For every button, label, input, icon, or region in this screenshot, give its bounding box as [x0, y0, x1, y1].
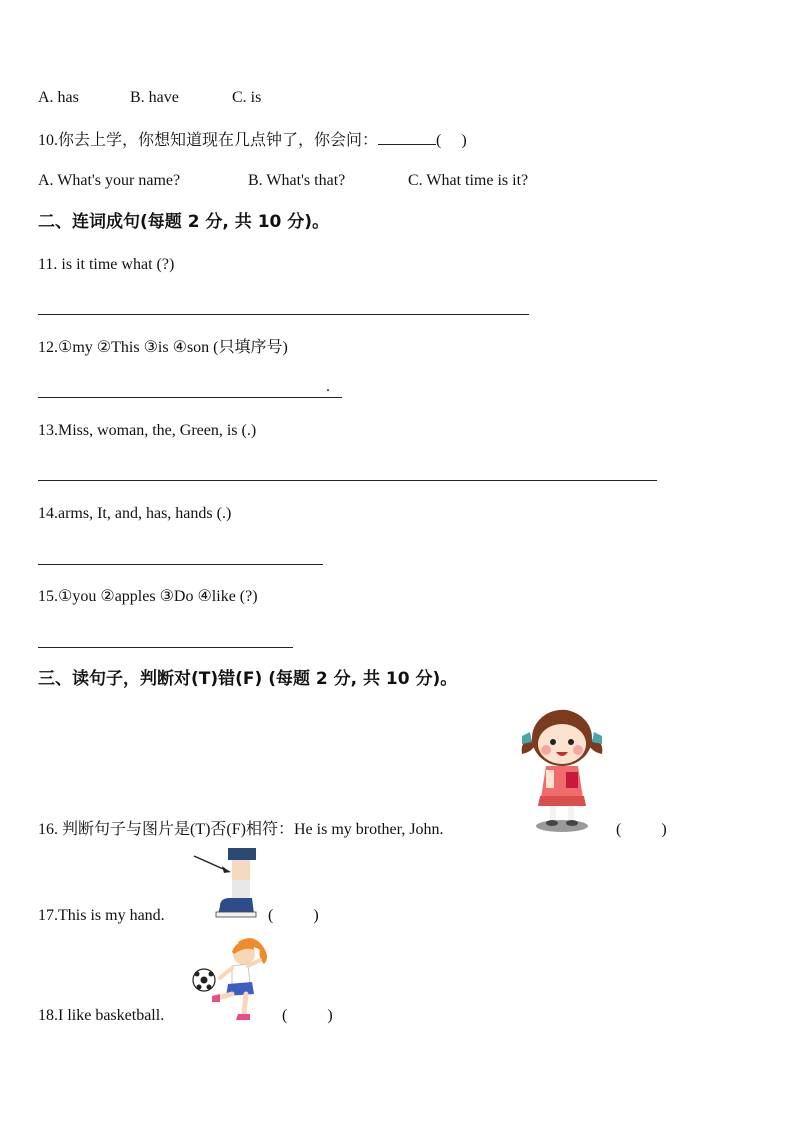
leg-with-shoe-picture	[190, 846, 264, 922]
q10-question	[38, 130, 467, 151]
q18-text: 18.I like basketball.	[38, 1007, 165, 1024]
q11-text: 11. is it time what (?)	[38, 256, 175, 273]
q14-text: 14.arms, It, and, has, hands (.)	[38, 505, 232, 522]
q10-blank	[378, 130, 436, 145]
q13-answer-line	[38, 480, 657, 481]
q9-option-c: C. is	[232, 89, 262, 106]
q10-paren: ( )	[436, 132, 467, 149]
section-3-heading: 三、读句子，判断对(T)错(F) (每题 2 分, 共 10 分)。	[38, 669, 458, 689]
girl-holding-book-picture	[516, 702, 608, 836]
q16-answer-paren: ( )	[616, 821, 667, 838]
q9-option-a: A. has	[38, 89, 79, 106]
q16-text: 16. 判断句子与图片是(T)否(F)相符：He is my brother, John.	[38, 821, 444, 838]
q14-answer-line	[38, 564, 323, 565]
q10-text: 10.你去上学，你想知道现在几点钟了，你会问：	[38, 132, 379, 149]
q15-answer-line	[38, 647, 293, 648]
q12-text: 12.①my ②This ③is ④son (只填序号)	[38, 339, 288, 356]
q13-text: 13.Miss, woman, the, Green, is (.)	[38, 422, 257, 439]
q10-option-a: A. What's your name?	[38, 172, 181, 189]
q10-option-b: B. What's that?	[248, 172, 346, 189]
q15-text: 15.①you ②apples ③Do ④like (?)	[38, 588, 258, 605]
q11-answer-line	[38, 314, 529, 315]
q18-answer-paren: ( )	[282, 1007, 333, 1024]
q17-answer-paren: ( )	[268, 907, 319, 924]
q12-answer-line	[38, 397, 342, 398]
q17-text: 17.This is my hand.	[38, 907, 165, 924]
girl-kicking-football-picture	[188, 934, 272, 1024]
section-2-heading: 二、连词成句(每题 2 分, 共 10 分)。	[38, 212, 330, 232]
q10-option-c: C. What time is it?	[408, 172, 529, 189]
q12-period: .	[326, 378, 330, 395]
q9-option-b: B. have	[130, 89, 179, 106]
